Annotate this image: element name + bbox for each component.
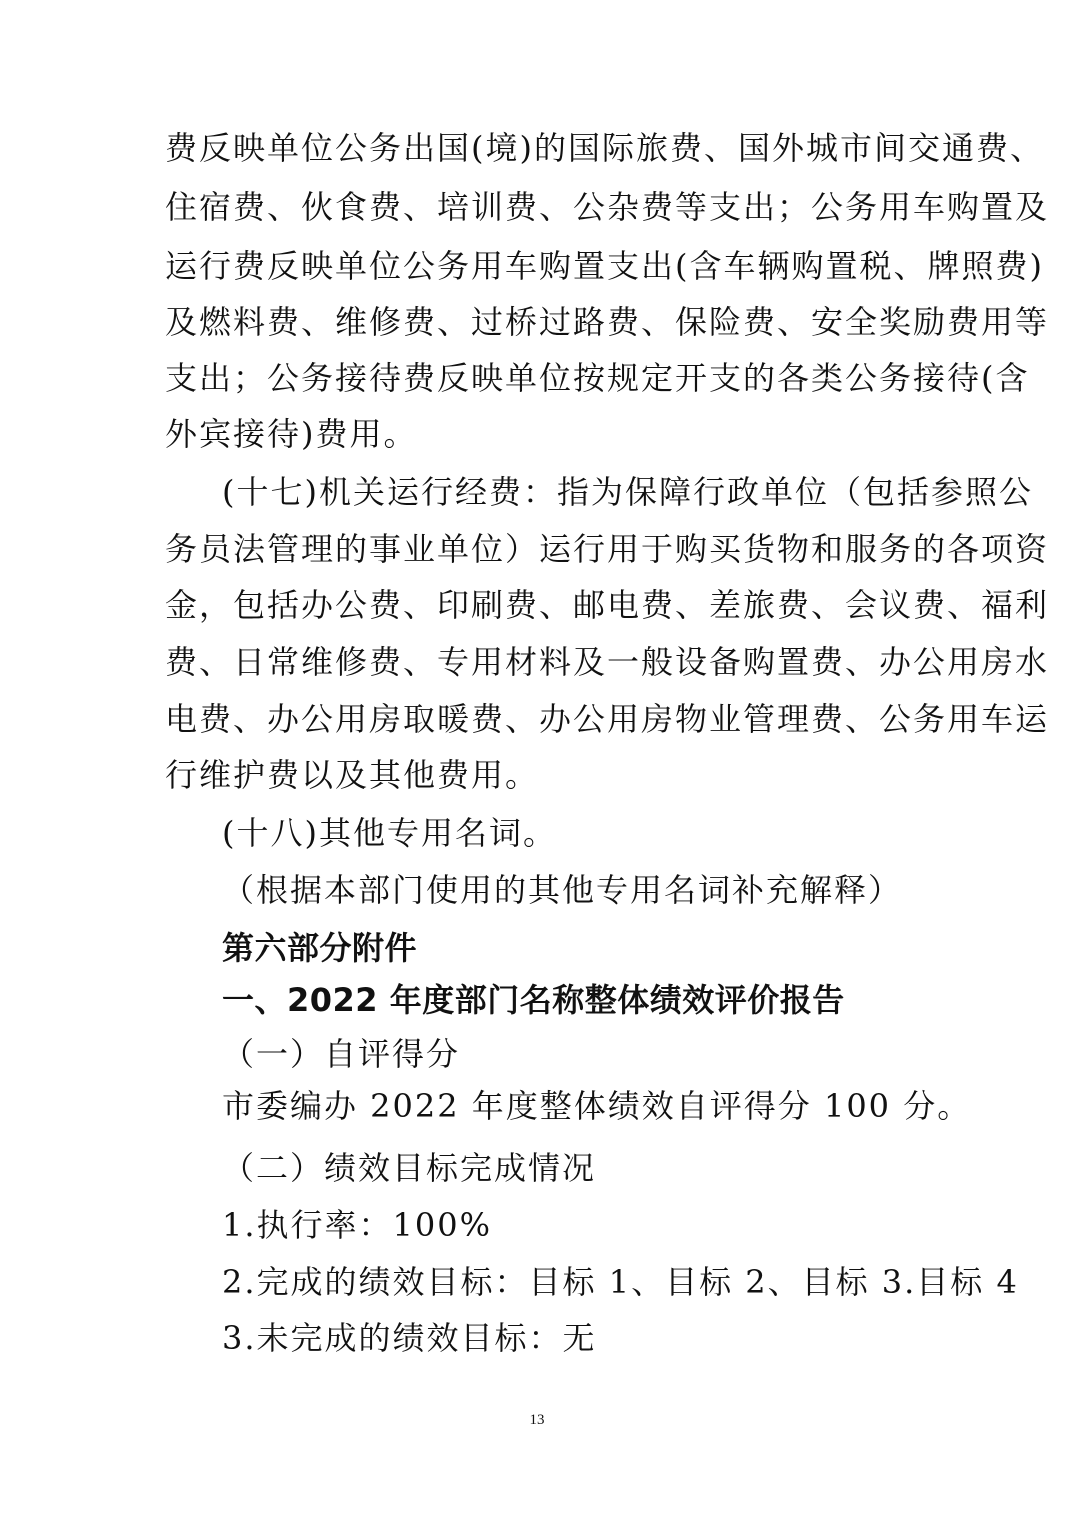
page-number: 13 bbox=[529, 1412, 545, 1428]
paragraph-line: (十七)机关运行经费：指为保障行政单位（包括参照公 bbox=[222, 473, 1033, 511]
paragraph-line: 运行费反映单位公务用车购置支出(含车辆购置税、牌照费) bbox=[165, 247, 1044, 285]
paragraph-line: 支出；公务接待费反映单位按规定开支的各类公务接待(含 bbox=[165, 359, 1030, 397]
paragraph-line: 住宿费、伙食费、培训费、公杂费等支出；公务用车购置及 bbox=[165, 188, 1050, 226]
paragraph-line: 费、日常维修费、专用材料及一般设备购置费、办公用房水 bbox=[165, 643, 1050, 681]
paragraph-line: 务员法管理的事业单位）运行用于购买货物和服务的各项资 bbox=[165, 530, 1050, 568]
sub1-heading: （一）自评得分 bbox=[222, 1035, 461, 1073]
paragraph-line: 费反映单位公务出国(境)的国际旅费、国外城市间交通费、 bbox=[165, 129, 1044, 167]
paragraph-line: 外宾接待)费用。 bbox=[165, 415, 418, 453]
item-18-note: （根据本部门使用的其他专用名词补充解释） bbox=[222, 871, 903, 909]
sub1-text: 市委编办 2022 年度整体绩效自评得分 100 分。 bbox=[222, 1087, 972, 1125]
paragraph-line: 行维护费以及其他费用。 bbox=[165, 756, 540, 794]
sub2-item: 2.完成的绩效目标：目标 1、目标 2、目标 3.目标 4 bbox=[222, 1263, 1019, 1301]
part6-heading: 第六部分附件 bbox=[222, 929, 418, 967]
paragraph-line: 及燃料费、维修费、过桥过路费、保险费、安全奖励费用等 bbox=[165, 303, 1050, 341]
item-18: (十八)其他专用名词。 bbox=[222, 814, 557, 852]
paragraph-line: 金，包括办公费、印刷费、邮电费、差旅费、会议费、福利 bbox=[165, 586, 1050, 624]
sub2-item: 3.未完成的绩效目标：无 bbox=[222, 1319, 597, 1357]
sub2-item: 1.执行率：100% bbox=[222, 1206, 493, 1244]
paragraph-line: 电费、办公用房取暖费、办公用房物业管理费、公务用车运 bbox=[165, 700, 1050, 738]
report-heading: 一、2022 年度部门名称整体绩效评价报告 bbox=[222, 981, 845, 1019]
sub2-heading: （二）绩效目标完成情况 bbox=[222, 1149, 597, 1187]
